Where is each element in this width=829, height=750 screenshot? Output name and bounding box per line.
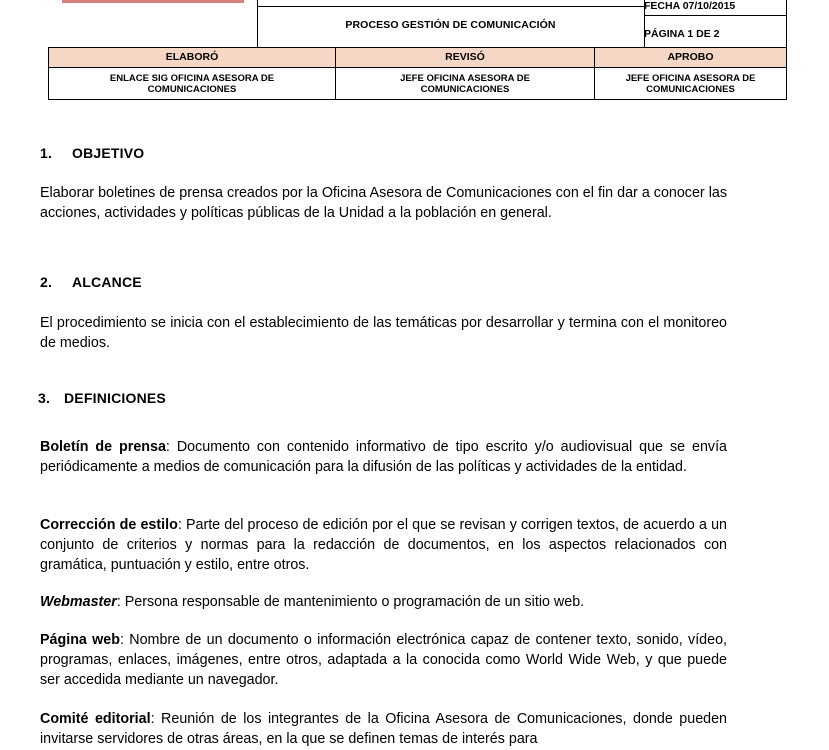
logo-cell <box>48 0 258 47</box>
definition-webmaster: Webmaster: Persona responsable de mantenimiento o programación de un sitio web. <box>40 594 585 610</box>
page-number: PÁGINA 1 DE 2 <box>644 28 720 40</box>
section-heading-objetivo: 1. OBJETIVO <box>40 145 145 161</box>
elaboro-heading: ELABORÓ <box>49 48 336 68</box>
process-name: PROCESO GESTIÓN DE COMUNICACIÓN <box>345 19 556 31</box>
logo-fragment <box>62 0 244 3</box>
document-date: FECHA 07/10/2015 <box>644 0 736 12</box>
document-header <box>48 0 786 47</box>
definition-comite: Comité editorial: Reunión de los integrantes de la Oficina Asesora de Comunicaciones, donde pueden invitarse servidores de otras áreas, en la que se definen temas de interés para <box>40 711 727 747</box>
alcance-paragraph: El procedimiento se inicia con el establecimiento de las temáticas por desarrollar y termina con el monitoreo de medios. <box>40 315 727 351</box>
signature-table <box>48 47 787 100</box>
elaboro-role: ENLACE SIG OFICINA ASESORA DE COMUNICACIONES <box>49 68 336 100</box>
definition-correccion: Corrección de estilo: Parte del proceso de edición por el que se revisan y corrigen textos, de acuerdo a un conjunto de criterios y normas para la redacción de documentos, en los aspectos relacionados con gramática, puntuación y estilo, entre otros. <box>40 517 727 573</box>
meta-cell <box>644 0 787 47</box>
definition-boletin: Boletín de prensa: Documento con contenido informativo de tipo escrito y/o audiovisual que se envía periódicamente a medios de comunicación para la difusión de las políticas y actividades de la entidad. <box>40 439 727 475</box>
definition-pagina-web: Página web: Nombre de un documento o información electrónica capaz de contener texto, sonido, vídeo, programas, enlaces, imágenes, entre otros, adaptada a la conocida como World Wide Web, y que puede ser accedida mediante un navegador. <box>40 632 728 688</box>
reviso-role: JEFE OFICINA ASESORA DE COMUNICACIONES <box>336 68 595 100</box>
process-cell <box>257 0 645 47</box>
objetivo-paragraph: Elaborar boletines de prensa creados por la Oficina Asesora de Comunicaciones con el fin dar a conocer las acciones, actividades y políticas públicas de la Unidad a la población en general. <box>40 185 727 221</box>
section-heading-alcance: 2. ALCANCE <box>40 274 142 290</box>
reviso-heading: REVISÓ <box>336 48 595 68</box>
aprobo-role: JEFE OFICINA ASESORA DE COMUNICACIONES <box>595 68 787 100</box>
aprobo-heading: APROBO <box>595 48 787 68</box>
section-heading-definiciones: 3. DEFINICIONES <box>38 390 166 406</box>
